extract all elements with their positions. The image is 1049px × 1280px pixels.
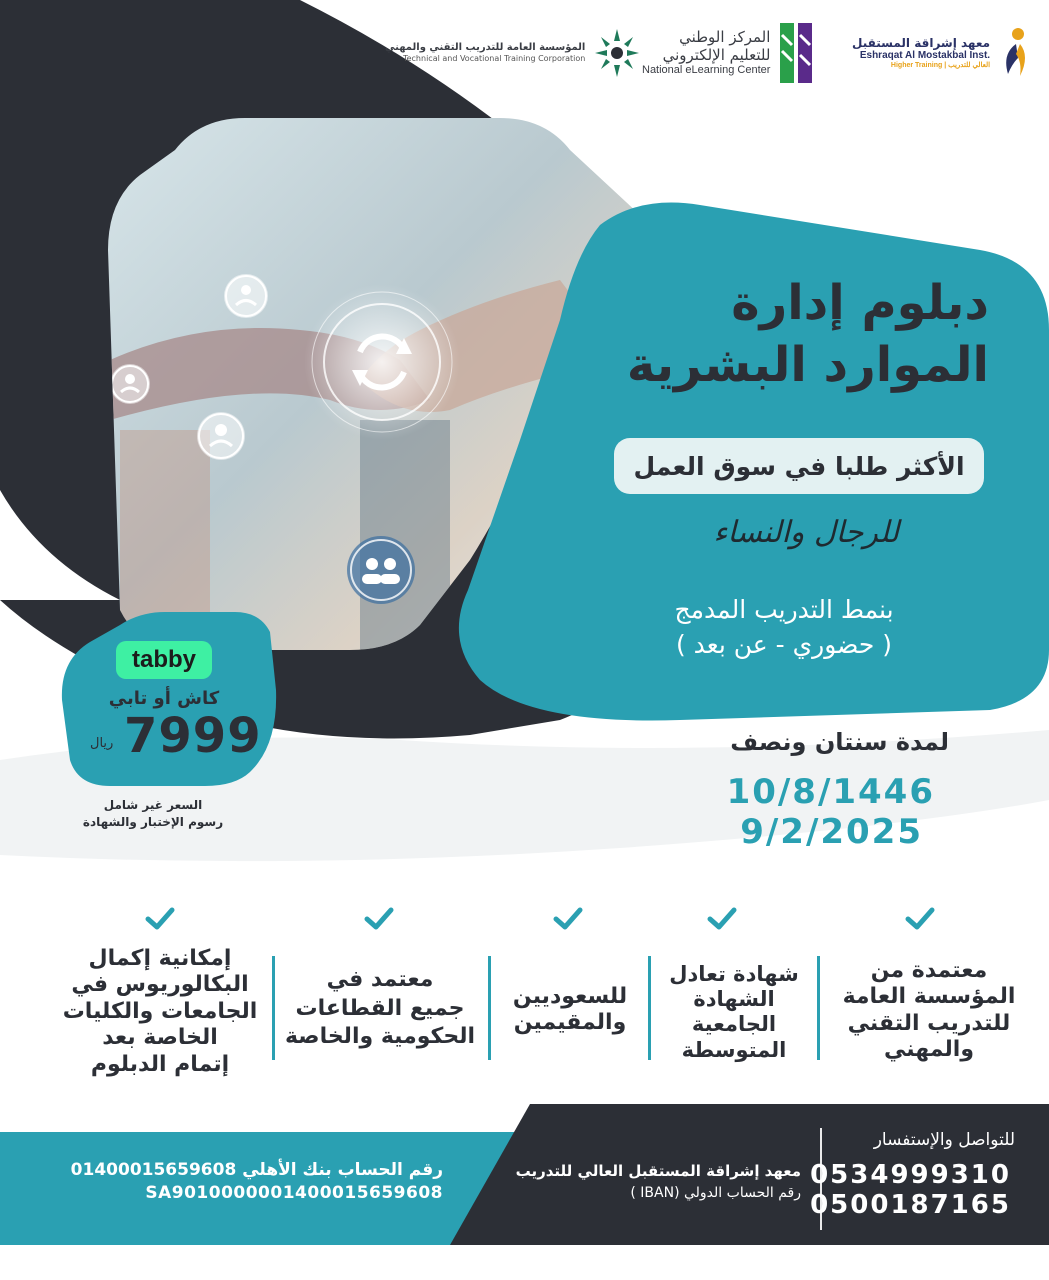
start-date-hijri: 10/8/1446 bbox=[726, 772, 935, 812]
feature-line: الحكومية والخاصة bbox=[284, 1024, 476, 1050]
feature-equivalent-certificate bbox=[655, 962, 813, 1063]
feature-line: والمهني bbox=[884, 1037, 974, 1063]
eshraqat-subtitle: Higher Training | العالي للتدريب bbox=[890, 62, 991, 69]
feature-line: الجامعية bbox=[691, 1012, 777, 1037]
check-icon bbox=[905, 906, 935, 932]
check-icon bbox=[707, 906, 737, 932]
nelc-emblem-icon bbox=[778, 21, 814, 85]
feature-divider bbox=[817, 956, 820, 1060]
feature-divider bbox=[272, 956, 275, 1060]
price-note bbox=[78, 797, 228, 832]
check-icon bbox=[145, 906, 175, 932]
tabby-logo: tabby bbox=[116, 641, 212, 679]
eshraqat-emblem-icon bbox=[998, 24, 1032, 82]
feature-line: الشهادة bbox=[693, 987, 775, 1012]
payment-options: كاش أو تابي bbox=[108, 688, 220, 709]
course-title-line1: دبلوم إدارة bbox=[731, 275, 989, 331]
price-currency: ريال bbox=[90, 736, 114, 751]
feature-line: إتمام الدبلوم bbox=[90, 1051, 230, 1077]
feature-divider bbox=[488, 956, 491, 1060]
tvtc-emblem-icon bbox=[593, 27, 641, 79]
tvtc-logo bbox=[385, 18, 641, 88]
feature-line: معتمد في bbox=[326, 967, 434, 992]
feature-line: معتمدة من bbox=[870, 958, 988, 983]
nelc-logo bbox=[642, 18, 814, 88]
start-date-gregorian: 9/2/2025 bbox=[740, 812, 923, 852]
feature-bachelor-path bbox=[50, 946, 270, 1078]
iban-label: رقم الحساب الدولي (IBAN ) bbox=[630, 1185, 801, 1202]
feature-line: والمقيمين bbox=[513, 1010, 627, 1036]
course-title bbox=[549, 272, 989, 397]
feature-divider bbox=[648, 956, 651, 1060]
feature-line: للسعوديين bbox=[512, 984, 628, 1009]
institute-name: معهد إشراقة المستقبل العالي للتدريب bbox=[515, 1162, 801, 1180]
training-mode-line2: ( حضوري - عن بعد ) bbox=[675, 630, 893, 659]
eshraqat-logo bbox=[852, 18, 1032, 88]
training-mode-line1: بنمط التدريب المدمج bbox=[674, 595, 894, 624]
feature-accredited bbox=[834, 958, 1024, 1064]
feature-line: إمكانية إكمال bbox=[88, 946, 232, 971]
price-amount: 7999 bbox=[124, 708, 262, 764]
feature-eligibility bbox=[500, 984, 640, 1037]
feature-line: شهادة تعادل bbox=[669, 962, 799, 986]
phone-number-2[interactable]: 0500187165 bbox=[810, 1190, 1011, 1220]
course-title-line2: الموارد البشرية bbox=[626, 337, 989, 394]
tvtc-name-ar: المؤسسة العامة للتدريب التقني والمهني bbox=[385, 42, 586, 54]
feature-line: المتوسطة bbox=[681, 1037, 787, 1062]
feature-line: للتدريب التقني bbox=[847, 1010, 1011, 1036]
eshraqat-name-en: Eshraqat Al Mostakbal Inst. bbox=[859, 50, 991, 61]
tvtc-name-en: Technical and Vocational Training Corporation bbox=[403, 54, 586, 64]
price-note-line1: السعر غير شامل bbox=[103, 798, 203, 812]
institute-bank-info bbox=[516, 1160, 801, 1205]
phone-number-1[interactable]: 0534999310 bbox=[810, 1160, 1011, 1190]
feature-line: جميع القطاعات bbox=[295, 995, 465, 1021]
check-icon bbox=[364, 906, 394, 932]
bank-account-number: رقم الحساب بنك الأهلي 01400015659608 bbox=[70, 1160, 443, 1180]
duration-text: لمدة سنتان ونصف bbox=[730, 728, 949, 756]
nelc-name-en: National eLearning Center bbox=[642, 64, 771, 77]
feature-sectors bbox=[280, 966, 480, 1052]
tagline-pill: الأكثر طلبا في سوق العمل bbox=[614, 438, 984, 494]
eshraqat-name-ar: معهد إشراقة المستقبل bbox=[852, 35, 991, 50]
training-mode bbox=[604, 592, 964, 662]
feature-line: المؤسسة العامة bbox=[842, 984, 1016, 1010]
feature-line: الخاصة بعد bbox=[102, 1025, 218, 1051]
feature-line: الجامعات والكليات bbox=[62, 998, 258, 1024]
contact-title: للتواصل والإستفسار bbox=[873, 1130, 1015, 1150]
price-note-line2: رسوم الإختبار والشهادة bbox=[82, 815, 224, 830]
check-icon bbox=[553, 906, 583, 932]
feature-line: البكالوريوس في bbox=[71, 972, 249, 998]
iban-number: SA9010000001400015659608 bbox=[145, 1183, 443, 1203]
nelc-name-ar-1: المركز الوطني bbox=[679, 28, 771, 47]
nelc-name-ar-2: للتعليم الإلكتروني bbox=[662, 46, 771, 65]
audience-text: للرجال والنساء bbox=[713, 515, 899, 550]
